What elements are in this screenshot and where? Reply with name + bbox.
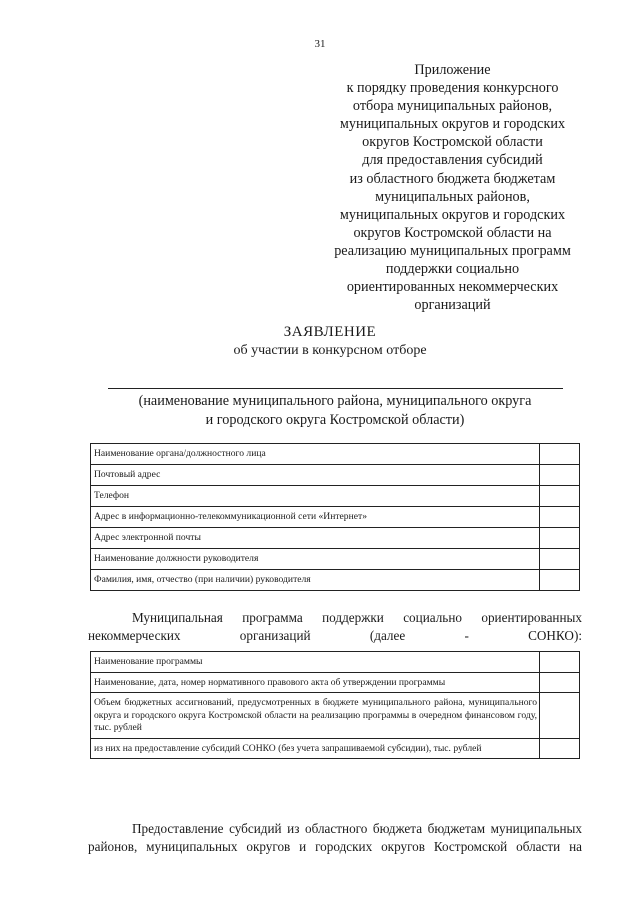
table-row xyxy=(91,672,580,693)
row-value-cell xyxy=(540,528,580,549)
row-label: Наименование, дата, номер нормативного правового акта об утверждении программы xyxy=(91,672,540,693)
applicant-name-line xyxy=(108,388,563,389)
appendix-line: отбора муниципальных районов, xyxy=(352,98,553,115)
row-label: Адрес в информационно-телекоммуникационной сети «Интернет» xyxy=(91,507,540,528)
row-label: Адрес электронной почты xyxy=(91,528,540,549)
appendix-line: Приложение xyxy=(414,62,491,78)
row-value-cell xyxy=(540,507,580,528)
table-row xyxy=(91,549,580,570)
table-row xyxy=(91,486,580,507)
appendix-line: для предоставления субсидий xyxy=(362,152,543,169)
appendix-line: ориентированных некоммерческих xyxy=(346,279,559,296)
table-row xyxy=(91,444,580,465)
table-row xyxy=(91,570,580,591)
appendix-line: к порядку проведения конкурсного xyxy=(346,80,559,97)
appendix-line: округов Костромской области xyxy=(362,134,543,151)
row-value-cell xyxy=(540,672,580,693)
document-subtitle: об участии в конкурсном отборе xyxy=(233,343,427,358)
table-row xyxy=(91,693,580,739)
row-label: Наименование органа/должностного лица xyxy=(91,444,540,465)
row-label: Объем бюджетных ассигнований, предусмотренных в бюджете муниципального района, муниципального округа и городского округа Костромской области на реализацию программы в очередном финансовом году, тыс. рублей xyxy=(91,693,540,739)
program-info-table xyxy=(90,651,580,759)
applicant-name-caption xyxy=(100,392,570,430)
table-row xyxy=(91,507,580,528)
table-row xyxy=(91,465,580,486)
row-label: из них на предоставление субсидий СОНКО (без учета запрашиваемой субсидии), тыс. рублей xyxy=(91,738,540,759)
row-label: Почтовый адрес xyxy=(91,465,540,486)
table-row xyxy=(91,528,580,549)
appendix-line: муниципальных округов и городских xyxy=(339,116,566,133)
row-value-cell xyxy=(540,444,580,465)
row-value-cell xyxy=(540,465,580,486)
row-value-cell xyxy=(540,693,580,739)
appendix-line: поддержки социально xyxy=(385,261,520,278)
subsidy-paragraph-text: Предоставление субсидий из областного бюджета бюджетам муниципальных районов, муниципальных округов и городских округов Костромской области на xyxy=(88,821,582,854)
applicant-info-table xyxy=(90,443,580,591)
appendix-line: реализацию муниципальных программ xyxy=(334,242,571,259)
row-value-cell xyxy=(540,549,580,570)
caption-line: и городского округа Костромской области) xyxy=(205,412,465,428)
row-value-cell xyxy=(540,652,580,673)
appendix-header xyxy=(315,61,590,314)
subsidy-paragraph xyxy=(88,820,582,855)
appendix-line: из областного бюджета бюджетам xyxy=(349,170,556,187)
row-label: Телефон xyxy=(91,486,540,507)
program-paragraph-text: Муниципальная программа поддержки социально ориентированных некоммерческих организаций (далее - СОНКО): xyxy=(88,610,582,643)
document-title: ЗАЯВЛЕНИЕ xyxy=(283,324,377,340)
row-value-cell xyxy=(540,486,580,507)
row-label: Наименование должности руководителя xyxy=(91,549,540,570)
page-number: 31 xyxy=(314,38,326,50)
appendix-line: округов Костромской области на xyxy=(353,224,552,241)
appendix-line: организаций xyxy=(414,297,491,314)
row-label: Наименование программы xyxy=(91,652,540,673)
caption-line: (наименование муниципального района, муниципального округа xyxy=(138,393,532,409)
table-row xyxy=(91,738,580,759)
program-paragraph xyxy=(88,609,582,644)
row-label: Фамилия, имя, отчество (при наличии) руководителя xyxy=(91,570,540,591)
row-value-cell xyxy=(540,738,580,759)
appendix-line: муниципальных районов, xyxy=(375,188,530,205)
table-row xyxy=(91,652,580,673)
row-value-cell xyxy=(540,570,580,591)
appendix-line: муниципальных округов и городских xyxy=(339,206,566,223)
